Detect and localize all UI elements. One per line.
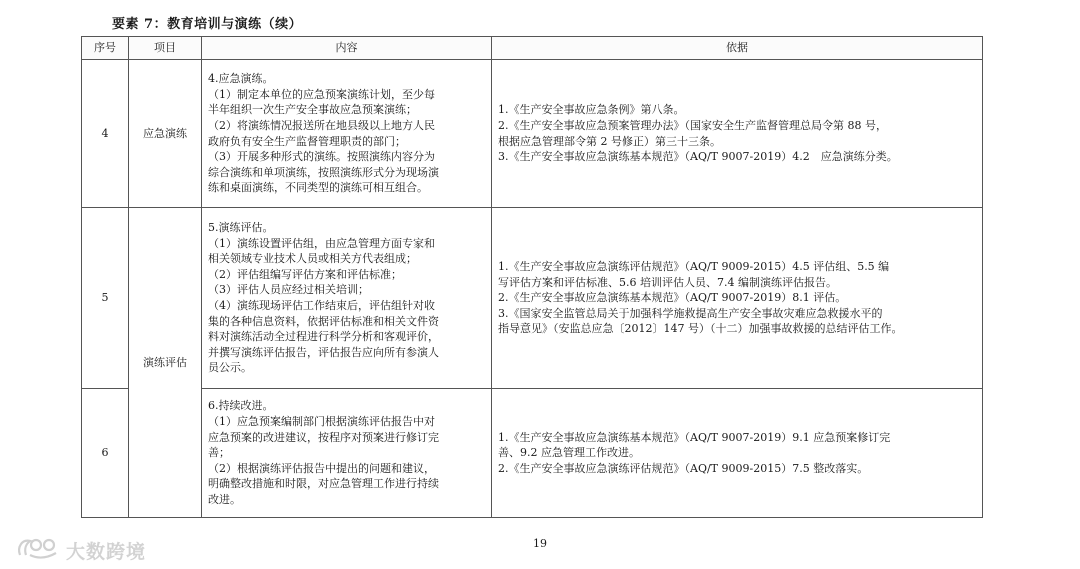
content-line: （2）评估组编写评估方案和评估标准； (208, 267, 402, 281)
basis-line: 1.《生产安全事故应急演练评估规范》（AQ/T 9009-2015）4.5 评估组、5.5 编 (498, 260, 890, 274)
content-line: 半年组织一次生产安全事故应急预案演练； (208, 103, 417, 117)
content-line: 综合演练和单项演练，按照演练形式分为现场演 (208, 165, 439, 179)
row-basis (492, 60, 983, 208)
row-basis (492, 208, 983, 389)
content-line: 集的各种信息资料，依据评估标准和相关文件资 (208, 314, 439, 328)
row-item: 应急演练 (129, 60, 202, 208)
content-line: 4.应急演练。 (208, 72, 274, 86)
table-row (82, 208, 983, 389)
header-basis: 依据 (492, 37, 983, 60)
basis-line: 指导意见》（安监总应急〔2012〕147 号）（十二）加强事故救援的总结评估工作。 (498, 322, 903, 336)
basis-line: 1.《生产安全事故应急演练基本规范》（AQ/T 9007-2019）9.1 应急预案修订完 (498, 430, 891, 444)
watermark (16, 535, 146, 565)
row-number: 5 (82, 208, 129, 389)
watermark-text: 大数跨境 (66, 540, 147, 563)
basis-line: 3.《生产安全事故应急演练基本规范》（AQ/T 9007-2019）4.2 应急演练分类。 (498, 150, 898, 164)
content-line: （4）演练现场评估工作结束后，评估组针对收 (208, 299, 435, 312)
content-line: 5.演练评估。 (208, 221, 274, 235)
basis-line: 2.《生产安全事故应急演练评估规范》（AQ/T 9009-2015）7.5 整改落实。 (498, 461, 869, 475)
row-item: 演练评估 (129, 208, 202, 518)
table-row (82, 389, 983, 518)
content-line: 练和桌面演练，不同类型的演练可相互组合。 (208, 181, 428, 195)
table-header-row (82, 37, 983, 60)
page-number: 19 (533, 537, 547, 550)
section-heading: 要素 7：教育培训与演练（续） (112, 17, 303, 32)
content-line: 政府负有安全生产监督管理职责的部门； (208, 134, 406, 148)
content-line: 并撰写演练评估报告，评估报告应向所有参演人 (208, 345, 439, 359)
content-line: （1）制定本单位的应急预案演练计划，至少每 (208, 87, 435, 101)
basis-line: 写评估方案和评估标准、5.6 培训评估人员、7.4 编制演练评估报告。 (498, 275, 837, 289)
content-line: （2）将演练情况报送所在地县级以上地方人民 (208, 118, 435, 132)
header-number: 序号 (82, 37, 129, 60)
row-content (202, 208, 492, 389)
content-line: 应急预案的改进建议，按程序对预案进行修订完 (208, 430, 439, 444)
content-line: （1）应急预案编制部门根据演练评估报告中对 (208, 415, 435, 429)
content-line: （2）根据演练评估报告中提出的问题和建议， (208, 461, 435, 475)
content-line: 改进。 (208, 492, 241, 506)
row-basis (492, 389, 983, 518)
content-line: （1）演练设置评估组，由应急管理方面专家和 (208, 236, 435, 250)
content-line: 善； (208, 446, 230, 460)
header-content: 内容 (202, 37, 492, 60)
header-item: 项目 (129, 37, 202, 60)
content-line: 相关领域专业技术人员或相关方代表组成； (208, 252, 417, 266)
basis-line: 2.《生产安全事故应急演练基本规范》（AQ/T 9007-2019）8.1 评估。 (498, 291, 847, 305)
basis-line: 1.《生产安全事故应急条例》第八条。 (498, 103, 685, 117)
content-line: 6.持续改进。 (208, 399, 274, 413)
table-row (82, 60, 983, 208)
basis-line: 善、9.2 应急管理工作改进。 (498, 446, 640, 460)
content-line: 明确整改措施和时限，对应急管理工作进行持续 (208, 477, 439, 491)
requirements-table (81, 36, 983, 518)
content-line: （3）评估人员应经过相关培训； (208, 283, 369, 297)
row-content (202, 389, 492, 518)
basis-line: 2.《生产安全事故应急预案管理办法》（国家安全生产监督管理总局令第 88 号， (498, 118, 887, 132)
content-line: （3）开展多种形式的演练。按照演练内容分为 (208, 150, 435, 164)
dashuju-logo-icon (16, 535, 60, 565)
content-line: 料对演练活动全过程进行科学分析和客观评价， (208, 330, 439, 344)
basis-line: 3.《国家安全监管总局关于加强科学施救提高生产安全事故灾难应急救援水平的 (498, 306, 883, 320)
row-number: 4 (82, 60, 129, 208)
row-number: 6 (82, 389, 129, 518)
content-line: 员公示。 (208, 361, 252, 375)
basis-line: 根据应急管理部令第 2 号修正）第三十三条。 (498, 134, 721, 148)
row-content (202, 60, 492, 208)
